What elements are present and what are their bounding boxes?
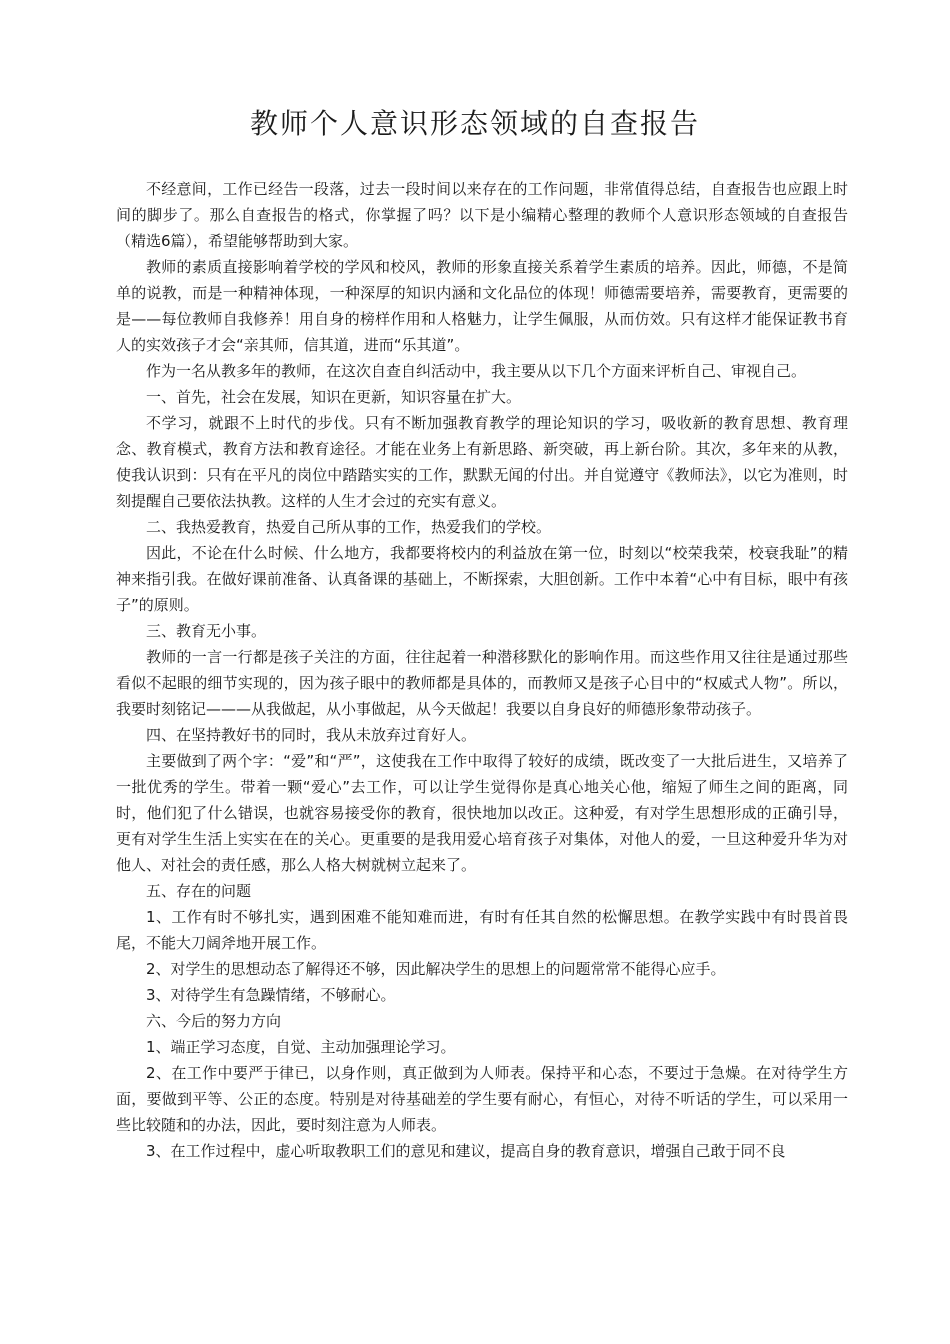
direction-item-1: 1、端正学习态度，自觉、主动加强理论学习。	[146, 1038, 456, 1056]
paragraph-teacher-quality: 教师的素质直接影响着学校的学风和校风，教师的形象直接关系着学生素质的培养。因此，师德，不是简单的说教，而是一种精神体现，一种深厚的知识内涵和文化品位的体现！师德需要培养，需要教育，更需要的是——每位教师自我修养！用自身的榜样作用和人格魅力，让学生佩服，从而仿效。只有这样才能保证教书育人的实效孩子才会“亲其师，信其道，进而“乐其道”。	[116, 258, 848, 354]
paragraph-intro: 不经意间，工作已经告一段落，过去一段时间以来存在的工作问题，非常值得总结，自查报告也应跟上时间的脚步了。那么自查报告的格式，你掌握了吗？以下是小编精心整理的教师个人意识形态领域的自查报告（精选6篇），希望能够帮助到大家。	[116, 180, 848, 250]
section-heading-2: 二、我热爱教育，热爱自己所从事的工作，热爱我们的学校。	[146, 518, 552, 536]
problem-item-3: 3、对待学生有急躁情绪，不够耐心。	[146, 986, 396, 1004]
direction-item-2: 2、在工作中要严于律已，以身作则，真正做到为人师表。保持平和心态，不要过于急燥。在对待学生方面，要做到平等、公正的态度。特别是对待基础差的学生要有耐心，有恒心，对待不听话的学生，可以采用一些比较随和的办法，因此，要时刻注意为人师表。	[116, 1064, 848, 1134]
section-heading-3: 三、教育无小事。	[146, 622, 267, 640]
section-heading-5: 五、存在的问题	[146, 882, 252, 900]
paragraph-love-strict: 主要做到了两个字：“爱”和“严”，这使我在工作中取得了较好的成绩，既改变了一大批后进生，又培养了一批优秀的学生。带着一颗“爱心”去工作，可以让学生觉得你是真心地关心他，缩短了师生之间的距离，同时，他们犯了什么错误，也就容易接受你的教育，很快地加以改正。这种爱，有对学生思想形成的正确引导，更有对学生生活上实实在在的关心。更重要的是我用爱心培育孩子对集体，对他人的爱，一旦这种爱升华为对他人、对社会的责任感，那么人格大树就树立起来了。	[116, 752, 848, 874]
paragraph-school-interest: 因此，不论在什么时候、什么地方，我都要将校内的利益放在第一位，时刻以“校荣我荣，校衰我耻”的精神来指引我。在做好课前准备、认真备课的基础上，不断探索，大胆创新。工作中本着“心中有目标，眼中有孩子”的原则。	[116, 544, 848, 614]
document-title: 教师个人意识形态领域的自查报告	[249, 107, 700, 140]
section-heading-4: 四、在坚持教好书的同时，我从未放弃过育好人。	[146, 726, 477, 744]
problem-item-1: 1、工作有时不够扎实，遇到困难不能知难而进，有时有任其自然的松懈思想。在教学实践中有时畏首畏尾，不能大刀阔斧地开展工作。	[116, 908, 848, 952]
direction-item-3: 3、在工作过程中，虚心听取教职工们的意见和建议，提高自身的教育意识，增强自己敢于同不良	[146, 1142, 786, 1160]
section-heading-1: 一、首先，社会在发展，知识在更新，知识容量在扩大。	[146, 388, 522, 406]
paragraph-learning: 不学习，就跟不上时代的步伐。只有不断加强教育教学的理论知识的学习，吸收新的教育思想、教育理念、教育模式，教育方法和教育途径。才能在业务上有新思路、新突破，再上新台阶。其次，多年来的从教，使我认识到：只有在平凡的岗位中踏踏实实的工作，默默无闻的付出。并自觉遵守《教师法》，以它为准则，时刻提醒自己要依法执教。这样的人生才会过的充实有意义。	[116, 414, 848, 510]
paragraph-self-review: 作为一名从教多年的教师，在这次自查自纠活动中，我主要从以下几个方面来评析自己、审视自己。	[146, 362, 807, 380]
paragraph-role-model: 教师的一言一行都是孩子关注的方面，往往起着一种潜移默化的影响作用。而这些作用又往往是通过那些看似不起眼的细节实现的，因为孩子眼中的教师都是具体的，而教师又是孩子心目中的“权威式人物”。所以，我要时刻铭记———从我做起，从小事做起，从今天做起！我要以自身良好的师德形象带动孩子。	[116, 648, 848, 718]
document-body	[116, 176, 848, 1164]
section-heading-6: 六、今后的努力方向	[146, 1012, 282, 1030]
problem-item-2: 2、对学生的思想动态了解得还不够，因此解决学生的思想上的问题常常不能得心应手。	[146, 960, 726, 978]
